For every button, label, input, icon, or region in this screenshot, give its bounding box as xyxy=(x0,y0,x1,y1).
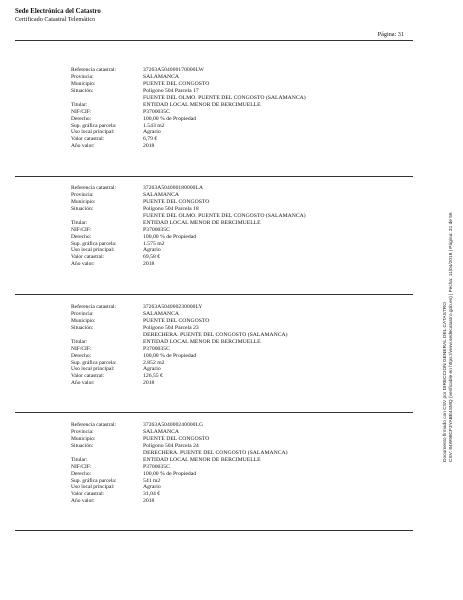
situacion-value: Polígono 504 Parcela 23 xyxy=(143,324,199,331)
municipio-value: PUENTE DEL CONGOSTO xyxy=(143,80,210,87)
valor-label: Valor catastral: xyxy=(71,254,105,261)
municipio-label: Municipio: xyxy=(71,435,96,442)
situacion-value: Polígono 504 Parcela 18 xyxy=(143,205,199,212)
superficie-label: Sup. gráfica parcela: xyxy=(71,240,117,247)
titular-value: ENTIDAD LOCAL MENOR DE BERCIMUELLE xyxy=(143,219,261,226)
valor-value: 6,79 € xyxy=(143,136,158,143)
titular-value: ENTIDAD LOCAL MENOR DE BERCIMUELLE xyxy=(143,456,261,463)
valor-label: Valor catastral: xyxy=(71,373,105,380)
provincia-label: Provincia: xyxy=(71,73,94,80)
provincia-value: SALAMANCA xyxy=(143,191,180,198)
superficie-value: 2.852 m2 xyxy=(143,359,165,366)
superficie-label: Sup. gráfica parcela: xyxy=(71,359,117,366)
derecho-label: Derecho: xyxy=(71,115,92,122)
derecho-value: 100,00 % de Propiedad xyxy=(143,470,197,477)
anio-value: 2018 xyxy=(143,380,155,387)
valor-value: 69,58 € xyxy=(143,254,161,261)
header-subtitle: Certificado Catastral Telemático xyxy=(15,16,96,23)
titular-label: Titular: xyxy=(71,456,88,463)
titular-label: Titular: xyxy=(71,101,88,108)
provincia-label: Provincia: xyxy=(71,310,94,317)
anio-label: Año valor: xyxy=(71,380,95,387)
situacion-label: Situación: xyxy=(71,324,94,331)
nif-label: NIF/CIF: xyxy=(71,108,92,115)
titular-value: ENTIDAD LOCAL MENOR DE BERCIMUELLE xyxy=(143,338,261,345)
page-number: Página: 31 xyxy=(377,31,404,38)
ref-value: 37263A504000240000LG xyxy=(143,422,204,428)
parcel-record xyxy=(71,304,401,387)
nif-label: NIF/CIF: xyxy=(71,463,92,470)
situacion-label: Situación: xyxy=(71,87,94,94)
titular-value: ENTIDAD LOCAL MENOR DE BERCIMUELLE xyxy=(143,101,261,108)
titular-label: Titular: xyxy=(71,219,88,226)
uso-label: Uso local principal: xyxy=(71,366,115,373)
record-divider xyxy=(15,412,413,413)
provincia-value: SALAMANCA xyxy=(143,310,180,317)
parcel-record xyxy=(71,67,401,150)
nif-value: P3700035C xyxy=(143,226,170,233)
superficie-value: 1.575 m2 xyxy=(143,240,165,247)
superficie-label: Sup. gráfica parcela: xyxy=(71,122,117,129)
situacion-label: Situación: xyxy=(71,442,94,449)
csv-code-line: CSV: 84W98CF3YABE4SMQ (verificable en https://www.sedecatastro.gob.es) | Fecha: 11/04/2018 | Página: 31 de 55 xyxy=(449,212,454,462)
situacion-value: Polígono 504 Parcela 24 xyxy=(143,442,199,449)
uso-label: Uso local principal: xyxy=(71,129,115,136)
derecho-label: Derecho: xyxy=(71,233,92,240)
situacion-address: FUENTE DEL OLMO. PUENTE DEL CONGOSTO (SALAMANCA) xyxy=(143,94,306,101)
parcel-record xyxy=(71,422,401,505)
nif-label: NIF/CIF: xyxy=(71,226,92,233)
ref-value: 37263A504000170000LW xyxy=(143,67,204,73)
situacion-address: FUENTE DEL OLMO. PUENTE DEL CONGOSTO (SALAMANCA) xyxy=(143,212,306,219)
valor-value: 31,04 € xyxy=(143,491,161,498)
provincia-value: SALAMANCA xyxy=(143,428,180,435)
superficie-label: Sup. gráfica parcela: xyxy=(71,477,117,484)
derecho-label: Derecho: xyxy=(71,470,92,477)
document-header xyxy=(15,8,101,23)
valor-value: 126,55 € xyxy=(143,373,163,380)
municipio-value: PUENTE DEL CONGOSTO xyxy=(143,317,210,324)
municipio-value: PUENTE DEL CONGOSTO xyxy=(143,198,210,205)
record-divider xyxy=(15,530,413,531)
uso-value: Agrario xyxy=(143,129,161,136)
uso-value: Agrario xyxy=(143,484,161,491)
anio-value: 2018 xyxy=(143,261,155,268)
anio-value: 2018 xyxy=(143,498,155,505)
ref-label: Referencia catastral: xyxy=(71,67,117,73)
situacion-address: DERECHERA. PUENTE DEL CONGOSTO (SALAMANCA) xyxy=(143,449,288,456)
anio-value: 2018 xyxy=(143,143,155,150)
nif-label: NIF/CIF: xyxy=(71,345,92,352)
nif-value: P3700035C xyxy=(143,463,170,470)
ref-label: Referencia catastral: xyxy=(71,185,117,191)
anio-label: Año valor: xyxy=(71,498,95,505)
parcel-record xyxy=(71,185,401,268)
provincia-label: Provincia: xyxy=(71,191,94,198)
municipio-value: PUENTE DEL CONGOSTO xyxy=(143,435,210,442)
derecho-value: 100,00 % de Propiedad xyxy=(143,115,197,122)
record-divider xyxy=(15,176,413,177)
record-divider xyxy=(15,294,413,295)
ref-value: 37263A504000180000LA xyxy=(143,185,204,191)
nif-value: P3700035C xyxy=(143,108,170,115)
municipio-label: Municipio: xyxy=(71,80,96,87)
header-title: Sede Electrónica del Catastro xyxy=(15,8,101,15)
derecho-label: Derecho: xyxy=(71,352,92,359)
csv-verification-note xyxy=(443,212,455,462)
superficie-value: 1.543 m2 xyxy=(143,122,165,129)
ref-value: 37263A504000230000LY xyxy=(143,304,203,310)
titular-label: Titular: xyxy=(71,338,88,345)
superficie-value: 541 m2 xyxy=(143,477,161,484)
derecho-value: 100,00 % de Propiedad xyxy=(143,233,197,240)
provincia-label: Provincia: xyxy=(71,428,94,435)
situacion-label: Situación: xyxy=(71,205,94,212)
uso-label: Uso local principal: xyxy=(71,247,115,254)
situacion-address: DERECHERA. PUENTE DEL CONGOSTO (SALAMANCA) xyxy=(143,331,288,338)
valor-label: Valor catastral: xyxy=(71,491,105,498)
uso-value: Agrario xyxy=(143,366,161,373)
anio-label: Año valor: xyxy=(71,261,95,268)
provincia-value: SALAMANCA xyxy=(143,73,180,80)
municipio-label: Municipio: xyxy=(71,317,96,324)
municipio-label: Municipio: xyxy=(71,198,96,205)
uso-label: Uso local principal: xyxy=(71,484,115,491)
ref-label: Referencia catastral: xyxy=(71,304,117,310)
header-divider xyxy=(15,40,413,41)
ref-label: Referencia catastral: xyxy=(71,422,117,428)
csv-signature-line: Documento firmado con CSV por DIRECCION GENERAL DEL CATASTRO xyxy=(443,302,448,462)
valor-label: Valor catastral: xyxy=(71,136,105,143)
anio-label: Año valor: xyxy=(71,143,95,150)
situacion-value: Polígono 504 Parcela 17 xyxy=(143,87,199,94)
nif-value: P3700035C xyxy=(143,345,170,352)
uso-value: Agrario xyxy=(143,247,161,254)
derecho-value: 100,00 % de Propiedad xyxy=(143,352,197,359)
